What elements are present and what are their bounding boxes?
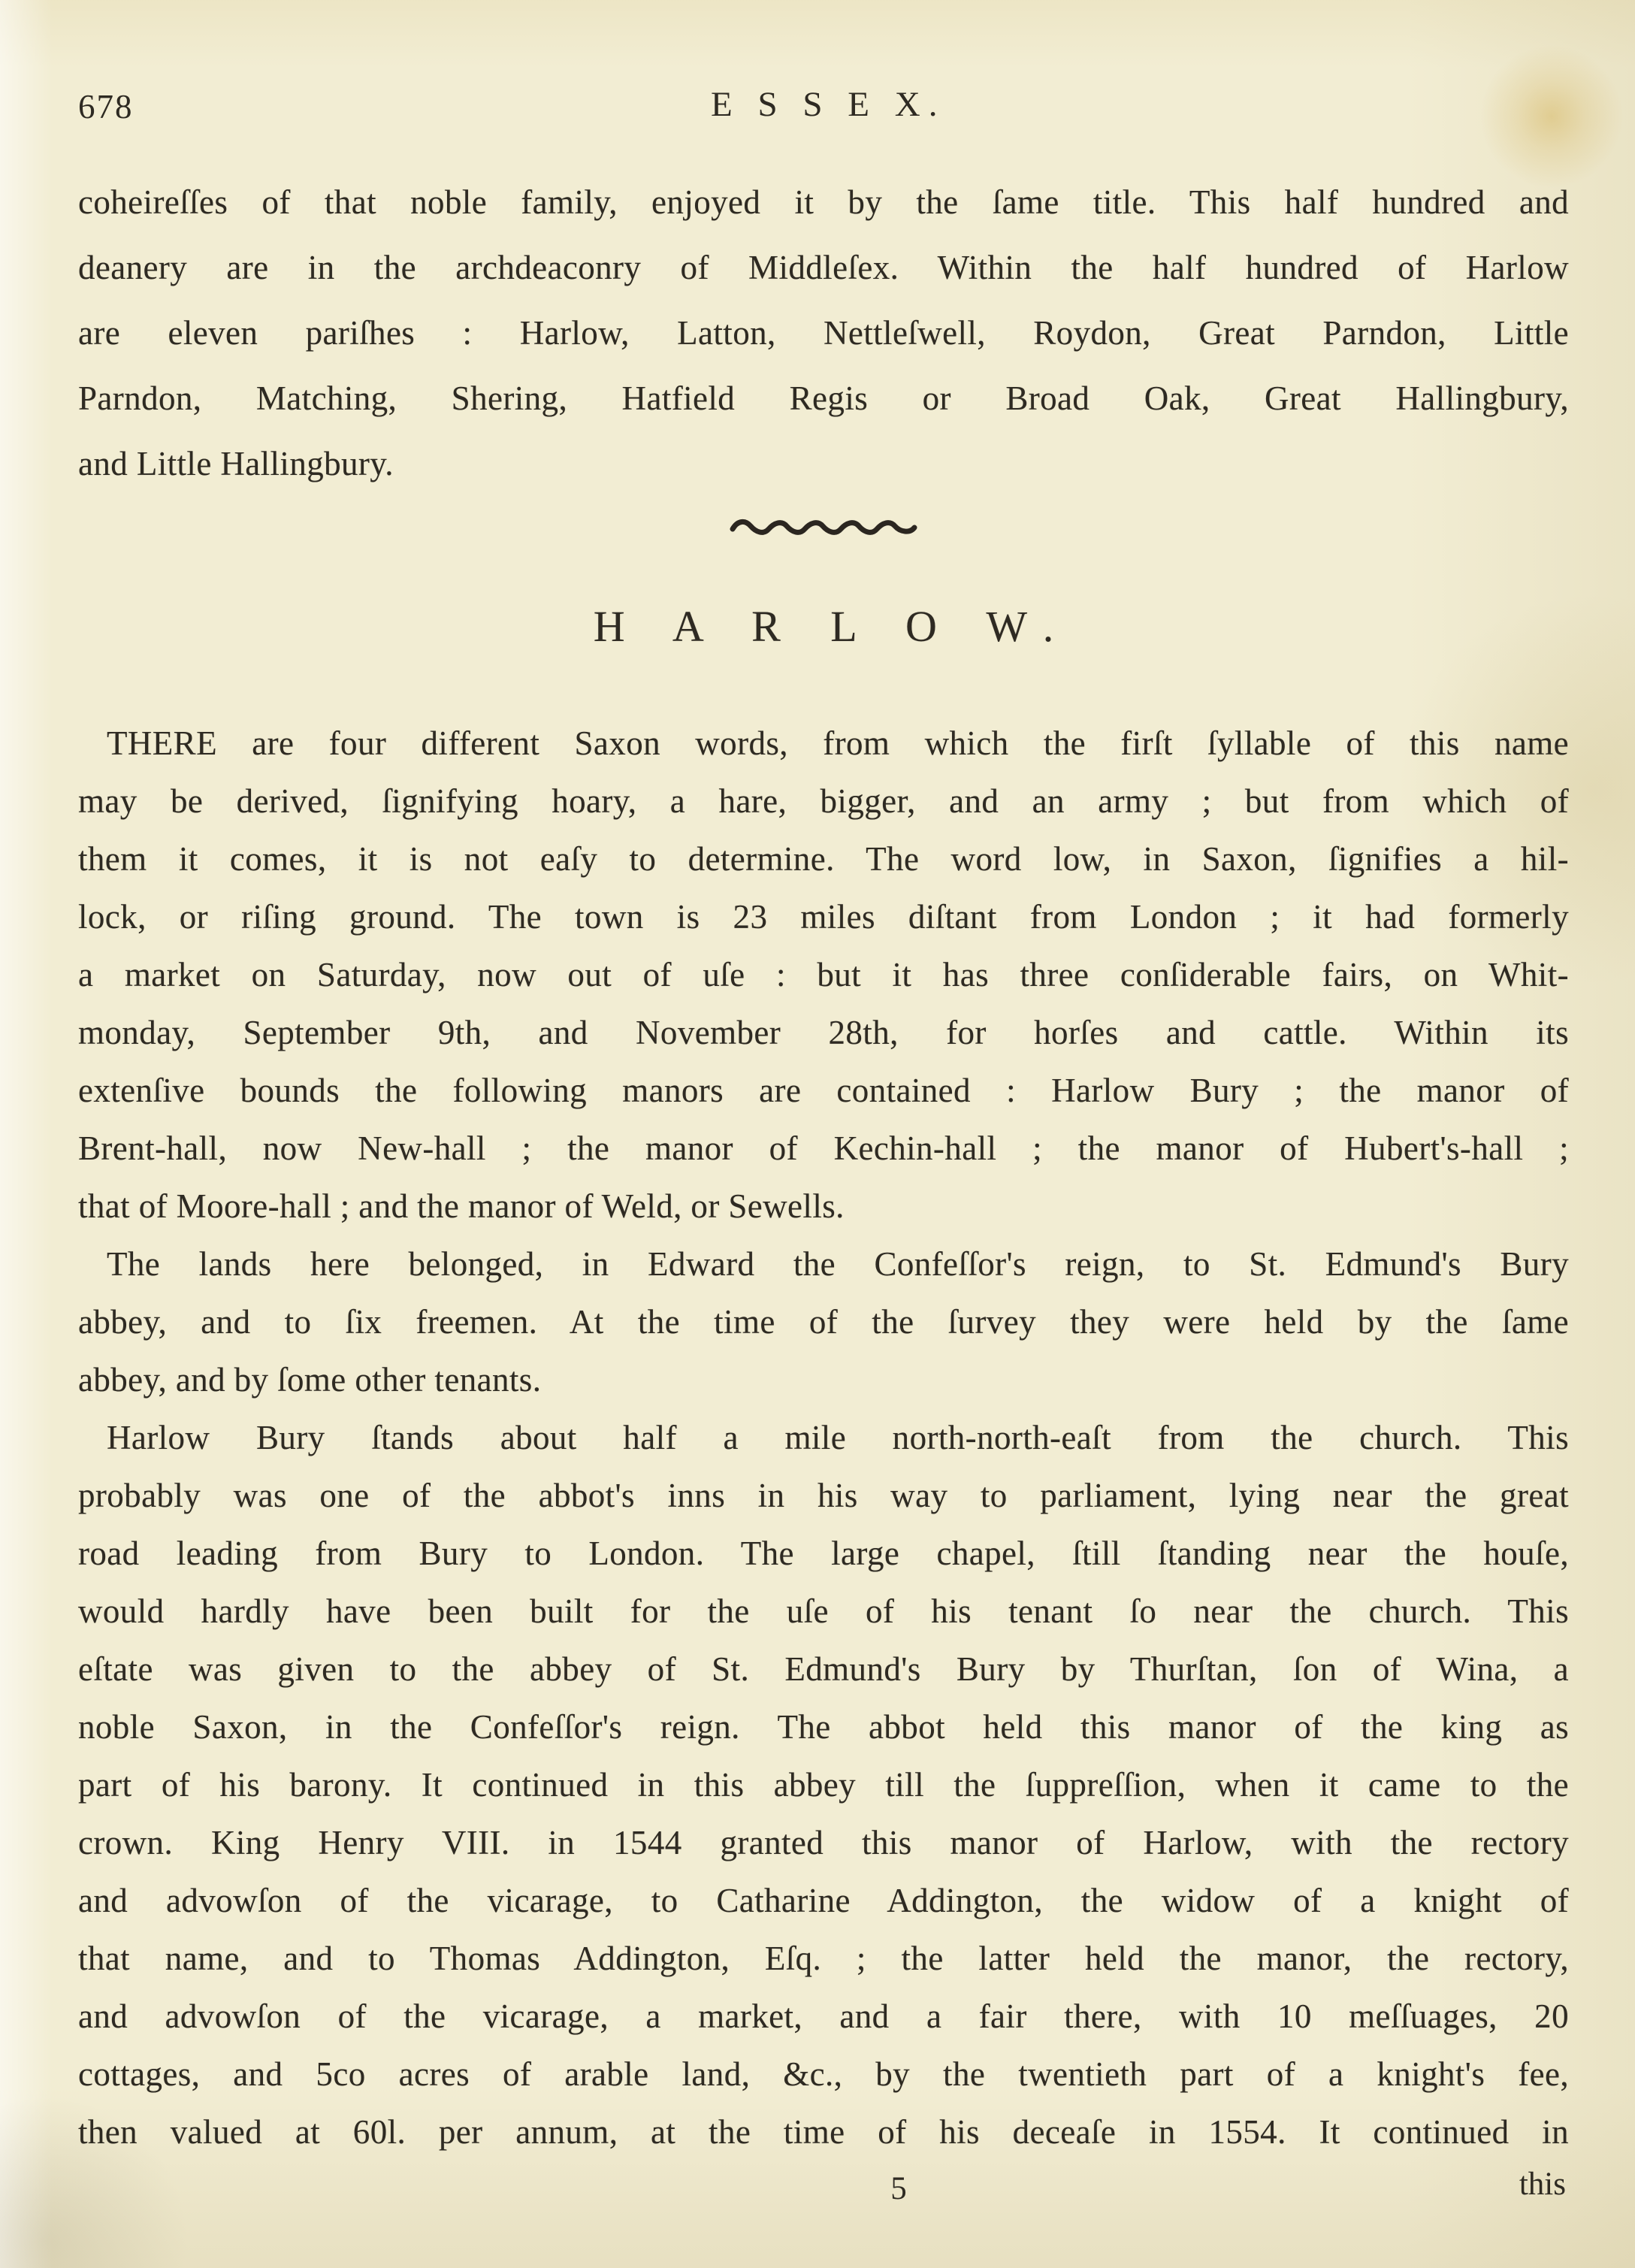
text-line: that of Moore-hall ; and the manor of Weld, or Sewells. bbox=[78, 1187, 845, 1225]
page-footer bbox=[78, 2166, 1569, 2218]
text-line: and advowſon of the vicarage, a market, and a fair there, with 10 meſſuages, 20 bbox=[78, 1997, 1569, 2035]
text-line: them it comes, it is not eaſy to determine. The word low, in Saxon, ſignifies a hil- bbox=[78, 840, 1569, 878]
text-line: The lands here belonged, in Edward the Confeſſor's reign, to St. Edmund's Bury bbox=[107, 1245, 1569, 1283]
text-line: noble Saxon, in the Confeſſor's reign. The abbot held this manor of the king as bbox=[78, 1708, 1569, 1746]
text-line: are eleven pariſhes : Harlow, Latton, Nettleſwell, Roydon, Great Parndon, Little bbox=[78, 314, 1569, 352]
text-line: probably was one of the abbot's inns in his way to parliament, lying near the great bbox=[78, 1477, 1569, 1514]
paragraph-the-lands bbox=[78, 1235, 1569, 1409]
text-line: may be derived, ſignifying hoary, a hare, bigger, and an army ; but from which of bbox=[78, 782, 1569, 820]
text-line: abbey, and by ſome other tenants. bbox=[78, 1361, 542, 1399]
paragraph-harlow-bury bbox=[78, 1409, 1569, 2161]
text-line: and advowſon of the vicarage, to Catharine Addington, the widow of a knight of bbox=[78, 1882, 1569, 1919]
paragraph-intro bbox=[78, 170, 1569, 497]
text-line: monday, September 9th, and November 28th, for horſes and cattle. Within its bbox=[78, 1014, 1569, 1051]
text-line: Parndon, Matching, Shering, Hatfield Regis or Broad Oak, Great Hallingbury, bbox=[78, 380, 1569, 417]
paragraph-there-are-four bbox=[78, 715, 1569, 1235]
text-line: road leading from Bury to London. The large chapel, ſtill ſtanding near the houſe, bbox=[78, 1535, 1569, 1572]
text-line: lock, or riſing ground. The town is 23 miles diſtant from London ; it had formerly bbox=[78, 898, 1569, 936]
text-line: a market on Saturday, now out of uſe : but it has three conſiderable fairs, on Whit- bbox=[78, 956, 1569, 993]
text-line: Brent-hall, now New-hall ; the manor of Kechin-hall ; the manor of Hubert's-hall ; bbox=[78, 1129, 1569, 1167]
text-line: would hardly have been built for the uſe of his tenant ſo near the church. This bbox=[78, 1592, 1569, 1630]
page-number: 678 bbox=[78, 88, 134, 125]
page-header bbox=[78, 87, 1569, 129]
text-line: extenſive bounds the following manors are contained : Harlow Bury ; the manor of bbox=[78, 1072, 1569, 1109]
text-line: eſtate was given to the abbey of St. Edmund's Bury by Thurſtan, ſon of Wina, a bbox=[78, 1650, 1569, 1688]
text-line: abbey, and to ſix freemen. At the time of the ſurvey they were held by the ſame bbox=[78, 1303, 1569, 1341]
text-line: and Little Hallingbury. bbox=[78, 445, 394, 482]
text-line: crown. King Henry VIII. in 1544 granted this manor of Harlow, with the rectory bbox=[78, 1824, 1569, 1861]
text-line: deanery are in the archdeaconry of Middleſex. Within the half hundred of Harlow bbox=[78, 249, 1569, 286]
text-line: coheireſſes of that noble family, enjoyed it by the ſame title. This half hundred and bbox=[78, 183, 1569, 221]
squiggle-divider bbox=[78, 516, 1569, 539]
catchword: this bbox=[1519, 2167, 1566, 2202]
text-line: then valued at 60l. per annum, at the time of his deceaſe in 1554. It continued in bbox=[78, 2113, 1569, 2151]
running-title: E S S E X. bbox=[711, 85, 946, 124]
text-line: cottages, and 5co acres of arable land, &c., by the twentieth part of a knight's fee, bbox=[78, 2055, 1569, 2093]
text-line: Harlow Bury ſtands about half a mile north-north-eaſt from the church. This bbox=[107, 1419, 1569, 1456]
section-heading: H A R L O W. bbox=[593, 602, 1074, 651]
signature-mark: 5 bbox=[890, 2171, 907, 2206]
text-line: part of his barony. It continued in this abbey till the ſuppreſſion, when it came to the bbox=[78, 1766, 1569, 1804]
text-line: THERE are four different Saxon words, from which the firſt ſyllable of this name bbox=[107, 724, 1569, 762]
squiggle-wave-icon bbox=[730, 516, 917, 537]
text-line: that name, and to Thomas Addington, Eſq. ; the latter held the manor, the rectory, bbox=[78, 1940, 1569, 1977]
